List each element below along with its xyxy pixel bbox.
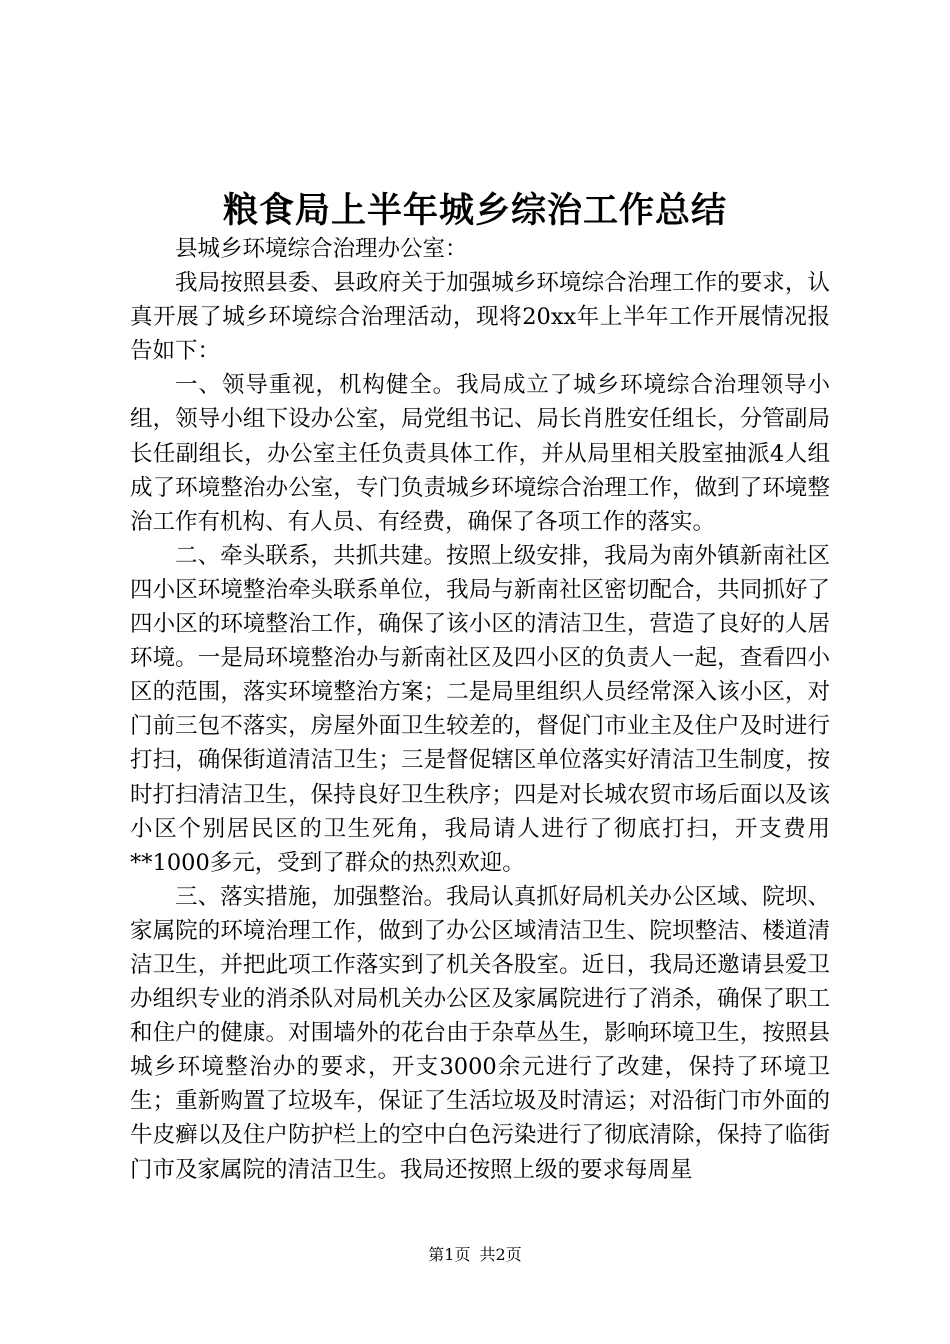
page-total: 共2页 bbox=[479, 1245, 522, 1264]
paragraph-intro: 我局按照县委、县政府关于加强城乡环境综合治理工作的要求，认真开展了城乡环境综合治理活动，现将20xx年上半年工作开展情况报告如下： bbox=[130, 270, 830, 365]
document-title: 粮食局上半年城乡综治工作总结 bbox=[222, 190, 727, 231]
page-number: 第1页 bbox=[428, 1245, 471, 1264]
paragraph-section-2: 二、牵头联系，共抓共建。按照上级安排，我局为南外镇新南社区四小区环境整治牵头联系单位，我局与新南社区密切配合，共同抓好了四小区的环境整治工作，确保了该小区的清洁卫生，营造了良好的人居环境。一是局环境整治办与新南社区及四小区的负责人一起，查看四小区的范围，落实环境整治方案；二是局里组织人员经常深入该小区，对门前三包不落实，房屋外面卫生较差的，督促门市业主及住户及时进行打扫，确保街道清洁卫生；三是督促辖区单位落实好清洁卫生制度，按时打扫清洁卫生，保持良好卫生秩序；四是对长城农贸市场后面以及该小区个别居民区的卫生死角，我局请人进行了彻底打扫，开支费用**1000多元，受到了群众的热烈欢迎。 bbox=[130, 542, 830, 876]
page-footer bbox=[0, 1244, 950, 1266]
salutation: 县城乡环境综合治理办公室： bbox=[175, 236, 468, 262]
paragraph-section-1: 一、领导重视，机构健全。我局成立了城乡环境综合治理领导小组，领导小组下设办公室，局党组书记、局长肖胜安任组长，分管副局长任副组长，办公室主任负责具体工作，并从局里相关股室抽派4人组成了环境整治办公室，专门负责城乡环境综合治理工作，做到了环境整治工作有机构、有人员、有经费，确保了各项工作的落实。 bbox=[130, 372, 830, 535]
document-body bbox=[130, 232, 830, 1187]
paragraph-section-3: 三、落实措施，加强整治。我局认真抓好局机关办公区域、院坝、家属院的环境治理工作，做到了办公区域清洁卫生、院坝整洁、楼道清洁卫生，并把此项工作落实到了机关各股室。近日，我局还邀请县爱卫办组织专业的消杀队对局机关办公区及家属院进行了消杀，确保了职工和住户的健康。对围墙外的花台由于杂草丛生，影响环境卫生，按照县城乡环境整治办的要求，开支3000余元进行了改建，保持了环境卫生；重新购置了垃圾车，保证了生活垃圾及时清运；对沿街门市外面的牛皮癣以及住户防护栏上的空中白色污染进行了彻底清除，保持了临街门市及家属院的清洁卫生。我局还按照上级的要求每周星 bbox=[130, 883, 830, 1183]
